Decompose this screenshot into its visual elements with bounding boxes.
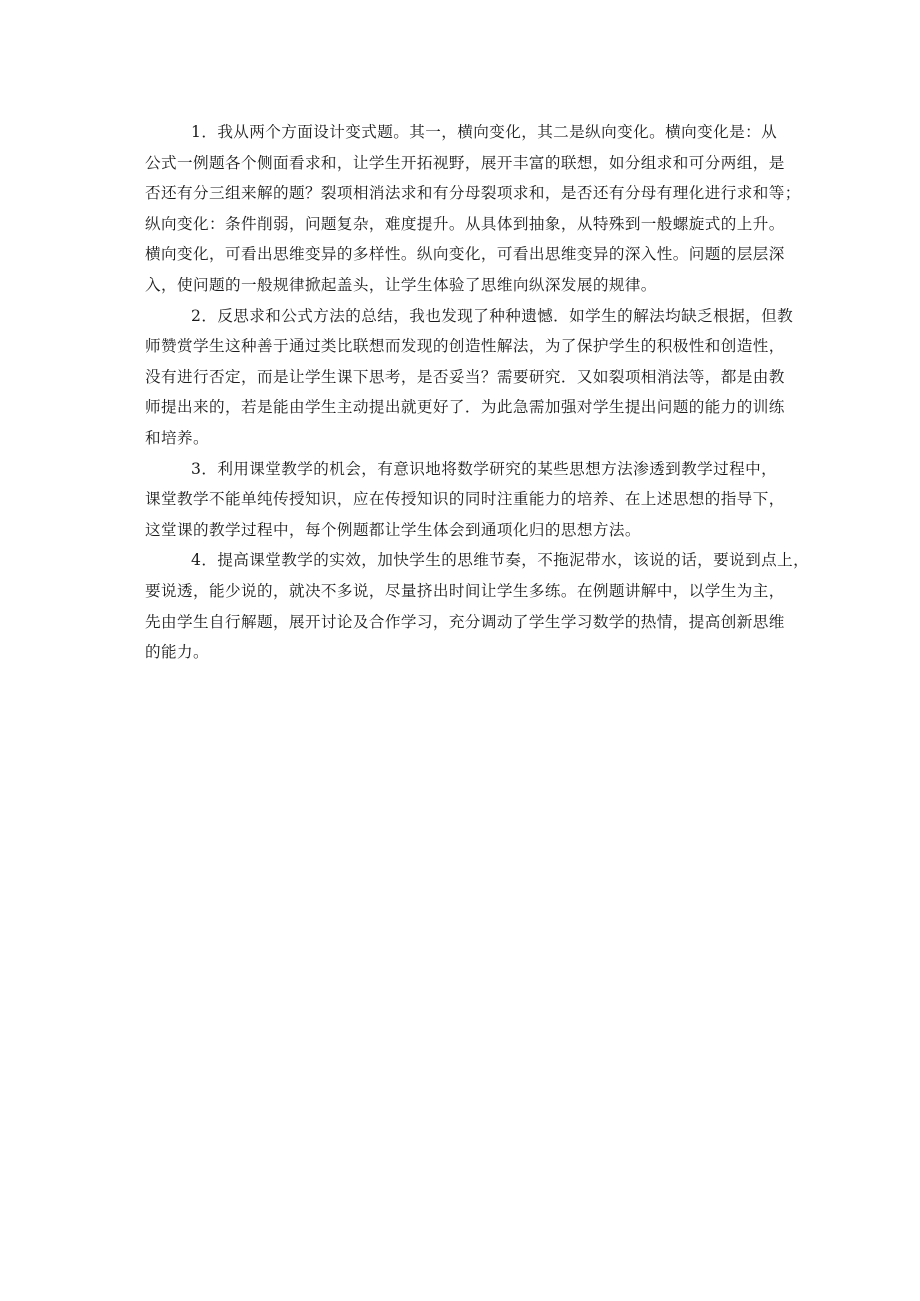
paragraph-line: 3．利用课堂教学的机会，有意识地将数学研究的某些思想方法渗透到教学过程中， [191,459,778,478]
paragraph-line: 4．提高课堂教学的实效，加快学生的思维节奏，不拖泥带水，该说的话，要说到点上， [191,551,810,570]
paragraph-line: 这堂课的教学过程中，每个例题都让学生体会到通项化归的思想方法。 [145,520,641,539]
paragraph-line: 先由学生自行解题，展开讨论及合作学习，充分调动了学生学习数学的热情，提高创新思维 [145,612,785,631]
paragraph-line: 2．反思求和公式方法的总结，我也发现了种种遗憾．如学生的解法均缺乏根据，但教 [191,306,794,325]
paragraph-line: 入，使问题的一般规律掀起盖头，让学生体验了思维向纵深发展的规律。 [145,275,657,294]
paragraph-line: 纵向变化：条件削弱，问题复杂，难度提升。从具体到抽象，从特殊到一般螺旋式的上升。 [145,214,785,233]
paragraph-line: 1．我从两个方面设计变式题。其一，横向变化，其二是纵向变化。横向变化是：从 [191,123,778,141]
paragraph-1 [145,117,835,301]
paragraph-line: 横向变化，可看出思维变异的多样性。纵向变化，可看出思维变异的深入性。问题的层层深 [145,245,785,264]
paragraph-3 [145,454,835,546]
paragraph-line: 没有进行否定，而是让学生课下思考，是否妥当？需要研究．又如裂项相消法等，都是由教 [145,367,785,386]
document-body [145,117,835,668]
paragraph-line: 要说透，能少说的，就决不多说，尽量挤出时间让学生多练。在例题讲解中，以学生为主， [145,581,785,600]
paragraph-line: 和培养。 [145,428,209,447]
paragraph-line: 的能力。 [145,643,209,662]
paragraph-line: 否还有分三组来解的题？裂项相消法求和有分母裂项求和，是否还有分母有理化进行求和等； [145,184,801,203]
paragraph-line: 课堂教学不能单纯传授知识，应在传授知识的同时注重能力的培养、在上述思想的指导下， [145,490,785,509]
paragraph-line: 师赞赏学生这种善于通过类比联想而发现的创造性解法，为了保护学生的积极性和创造性， [145,337,785,356]
paragraph-line: 师提出来的，若是能由学生主动提出就更好了．为此急需加强对学生提出问题的能力的训练 [145,398,785,417]
paragraph-2 [145,301,835,454]
paragraph-4 [145,545,835,667]
paragraph-line: 公式一例题各个侧面看求和，让学生开拓视野，展开丰富的联想，如分组求和可分两组，是 [145,153,785,172]
